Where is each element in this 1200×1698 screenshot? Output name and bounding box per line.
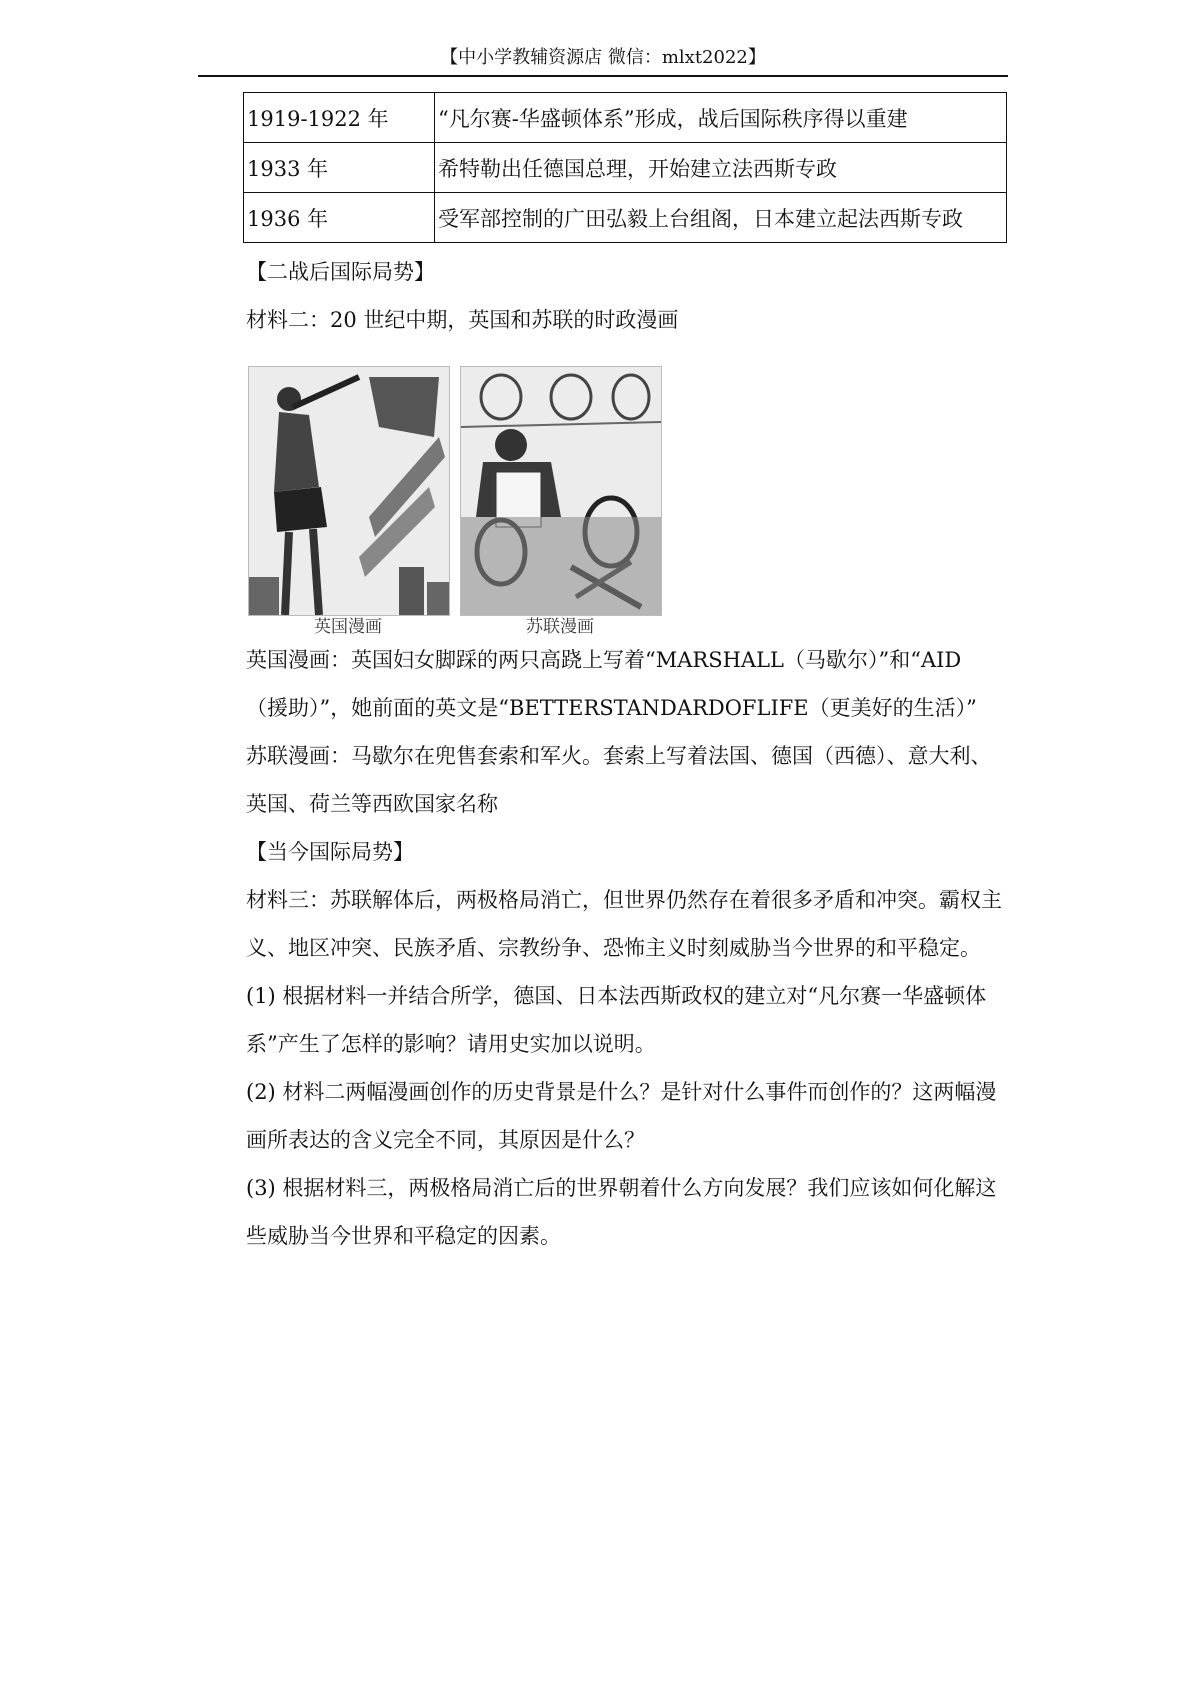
material2-desc-line: 苏联漫画：马歇尔在兜售套索和军火。套索上写着法国、德国（西德）、意大利、 <box>246 744 992 768</box>
section-heading-postwar: 【二战后国际局势】 <box>246 260 435 284</box>
material3-line: 义、地区冲突、民族矛盾、宗教纷争、恐怖主义时刻威胁当今世界的和平稳定。 <box>246 936 981 960</box>
year-cell: 1919-1922 年 <box>244 93 435 143</box>
year-cell: 1933 年 <box>244 143 435 193</box>
uk-cartoon-caption: 英国漫画 <box>314 617 382 637</box>
year-cell: 1936 年 <box>244 193 435 243</box>
question-3-line: 些威胁当今世界和平稳定的因素。 <box>246 1224 561 1248</box>
timeline-table <box>243 92 1007 243</box>
su-cartoon-image <box>460 366 662 616</box>
table-row <box>244 93 1007 143</box>
material2-desc-line: 英国漫画：英国妇女脚踩的两只高跷上写着“MARSHALL（马歇尔）”和“AID <box>246 648 962 672</box>
question-3-line: (3) 根据材料三，两极格局消亡后的世界朝着什么方向发展？我们应该如何化解这 <box>246 1176 997 1200</box>
event-cell: 受军部控制的广田弘毅上台组阁，日本建立起法西斯专政 <box>435 193 1007 243</box>
event-cell: “凡尔赛-华盛顿体系”形成，战后国际秩序得以重建 <box>435 93 1007 143</box>
material2-desc-line: 英国、荷兰等西欧国家名称 <box>246 792 498 816</box>
material2-title: 材料二：20 世纪中期，英国和苏联的时政漫画 <box>246 308 679 332</box>
header-rule <box>198 75 1008 77</box>
uk-cartoon-image <box>248 366 450 616</box>
material3-line: 材料三：苏联解体后，两极格局消亡，但世界仍然存在着很多矛盾和冲突。霸权主 <box>246 888 1002 912</box>
question-2-line: 画所表达的含义完全不同，其原因是什么？ <box>246 1128 645 1152</box>
su-cartoon-caption: 苏联漫画 <box>526 617 594 637</box>
cartoon-figure <box>246 352 1006 636</box>
question-1-line: (1) 根据材料一并结合所学，德国、日本法西斯政权的建立对“凡尔赛一华盛顿体 <box>246 984 987 1008</box>
table-row <box>244 143 1007 193</box>
question-1-line: 系”产生了怎样的影响？请用史实加以说明。 <box>246 1032 656 1056</box>
section-heading-current: 【当今国际局势】 <box>246 840 414 864</box>
page-header: 【中小学教辅资源店 微信：mlxt2022】 <box>440 47 766 68</box>
material2-desc-line: （援助）”，她前面的英文是“BETTERSTANDARDOFLIFE（更美好的生活）” <box>246 696 977 720</box>
document-body <box>246 248 1006 1260</box>
table-row <box>244 193 1007 243</box>
question-2-line: (2) 材料二两幅漫画创作的历史背景是什么？是针对什么事件而创作的？这两幅漫 <box>246 1080 997 1104</box>
event-cell: 希特勒出任德国总理，开始建立法西斯专政 <box>435 143 1007 193</box>
